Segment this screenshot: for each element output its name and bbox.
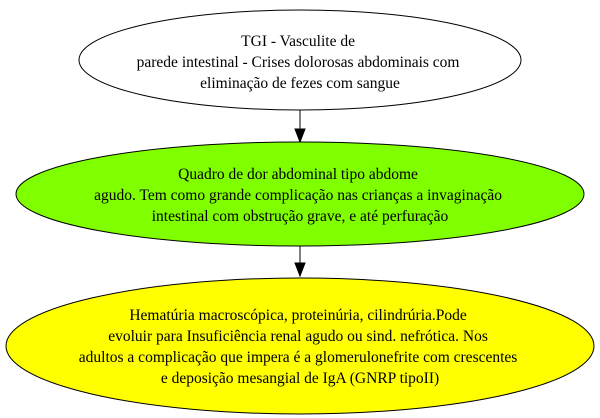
arrowhead-2: [295, 263, 305, 276]
node-renal-line-1: Hematúria macroscópica, proteinúria, cilindrúria.Pode: [129, 307, 467, 324]
node-abdome-line-1: Quadro de dor abdominal tipo abdome: [178, 166, 418, 183]
node-renal-line-2: evoluir para Insuficiência renal agudo ou sind. nefrótica. Nos: [108, 328, 488, 345]
node-renal: [6, 278, 594, 414]
edge-abdome-to-renal: [295, 246, 305, 276]
node-tgi-line-1: TGI - Vasculite de: [241, 33, 355, 50]
node-tgi-line-3: eliminação de fezes com sangue: [200, 75, 400, 92]
node-abdome-line-2: agudo. Tem como grande complicação nas crianças a invaginação: [94, 187, 503, 204]
node-abdome-line-3: intestinal com obstrução grave, e até perfuração: [151, 208, 449, 225]
node-renal-shape: [6, 278, 594, 414]
arrowhead-1: [295, 129, 305, 142]
node-tgi-line-2: parede intestinal - Crises dolorosas abdominais com: [136, 54, 460, 71]
node-renal-line-3: adultos a complicação que impera é a glomerulonefrite com crescentes: [78, 349, 518, 366]
node-renal-line-4: e deposição mesangial de IgA (GNRP tipoII): [160, 370, 440, 387]
node-abdome: [16, 142, 584, 246]
edge-tgi-to-abdome: [295, 110, 305, 142]
node-tgi: [79, 10, 521, 110]
